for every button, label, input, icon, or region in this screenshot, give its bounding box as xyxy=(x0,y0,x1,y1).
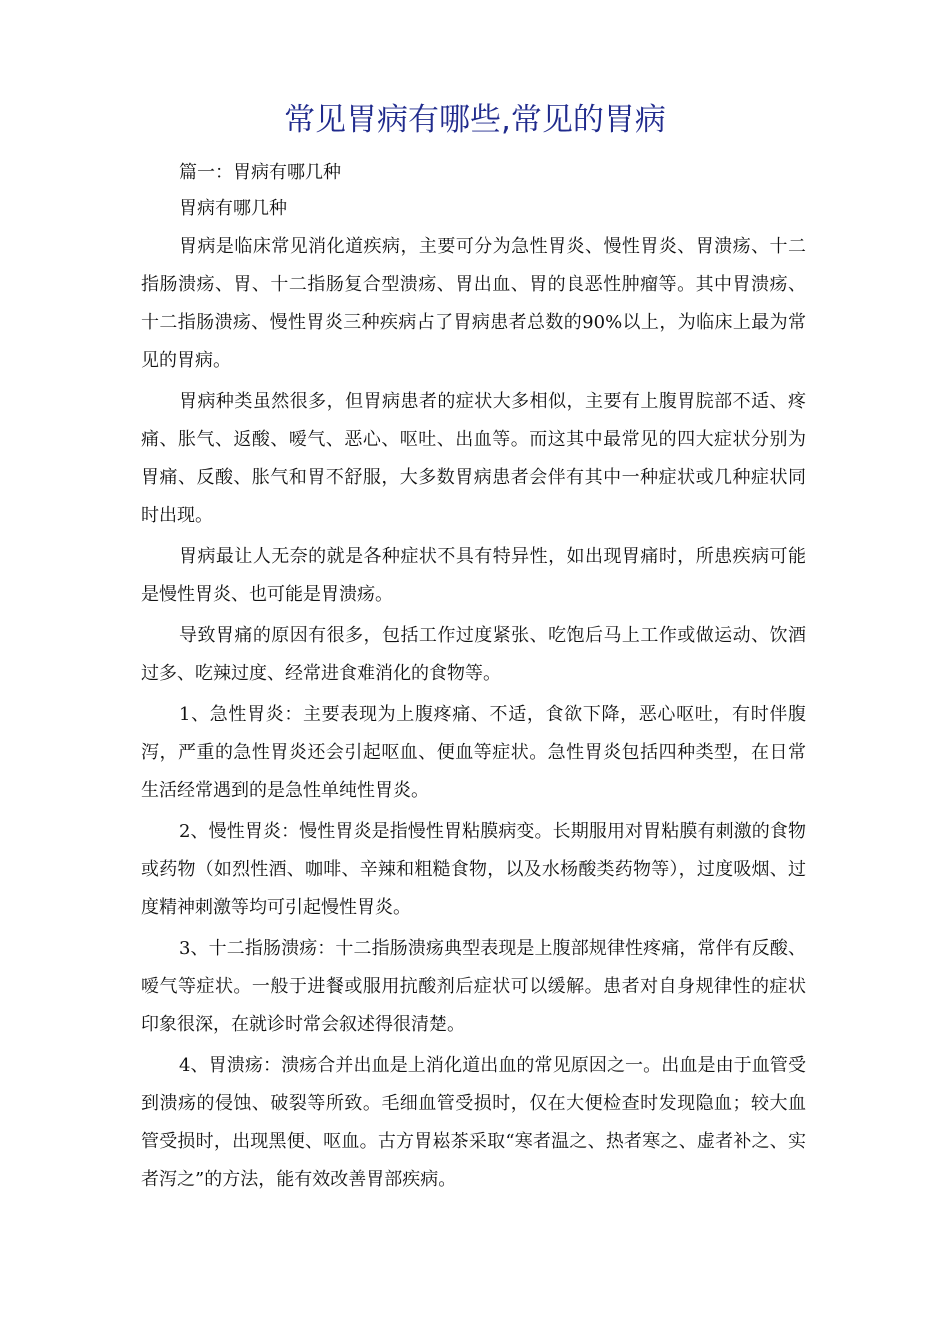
section-heading: 篇一：胃病有哪几种 xyxy=(179,162,341,183)
paragraph-nonspecific: 胃病最让人无奈的就是各种症状不具有特异性，如出现胃痛时，所患疾病可能是慢性胃炎、也可能是胃溃疡。 xyxy=(141,546,806,605)
paragraph-symptoms: 胃病种类虽然很多，但胃病患者的症状大多相似，主要有上腹胃脘部不适、疼痛、胀气、返酸、嗳气、恶心、呕吐、出血等。而这其中最常见的四大症状分别为胃痛、反酸、胀气和胃不舒服，大多数胃病患者会伴有其中一种症状或几种症状同时出现。 xyxy=(141,391,806,526)
subheading: 胃病有哪几种 xyxy=(179,198,287,219)
document-title: 常见胃病有哪些,常见的胃病 xyxy=(284,102,666,138)
paragraph-duodenal-ulcer: 3、十二指肠溃疡：十二指肠溃疡典型表现是上腹部规律性疼痛，常伴有反酸、嗳气等症状。一般于进餐或服用抗酸剂后症状可以缓解。患者对自身规律性的症状印象很深，在就诊时常会叙述得很清楚。 xyxy=(141,938,806,1035)
paragraph-causes: 导致胃痛的原因有很多，包括工作过度紧张、吃饱后马上工作或做运动、饮酒过多、吃辣过度、经常进食难消化的食物等。 xyxy=(141,625,806,684)
paragraph-chronic-gastritis: 2、慢性胃炎：慢性胃炎是指慢性胃粘膜病变。长期服用对胃粘膜有刺激的食物或药物（如烈性酒、咖啡、辛辣和粗糙食物，以及水杨酸类药物等），过度吸烟、过度精神刺激等均可引起慢性胃炎。 xyxy=(141,821,806,918)
paragraph-overview: 胃病是临床常见消化道疾病，主要可分为急性胃炎、慢性胃炎、胃溃疡、十二指肠溃疡、胃、十二指肠复合型溃疡、胃出血、胃的良恶性肿瘤等。其中胃溃疡、十二指肠溃疡、慢性胃炎三种疾病占了胃病患者总数的90%以上，为临床上最为常见的胃病。 xyxy=(141,236,806,371)
document-body xyxy=(141,154,806,1199)
paragraph-gastric-ulcer: 4、胃溃疡：溃疡合并出血是上消化道出血的常见原因之一。出血是由于血管受到溃疡的侵蚀、破裂等所致。毛细血管受损时，仅在大便检查时发现隐血；较大血管受损时，出现黑便、呕血。古方胃崧茶采取“寒者温之、热者寒之、虚者补之、实者泻之”的方法，能有效改善胃部疾病。 xyxy=(141,1055,806,1190)
paragraph-acute-gastritis: 1、急性胃炎：主要表现为上腹疼痛、不适，食欲下降，恶心呕吐，有时伴腹泻，严重的急性胃炎还会引起呕血、便血等症状。急性胃炎包括四种类型，在日常生活经常遇到的是急性单纯性胃炎。 xyxy=(141,704,806,801)
